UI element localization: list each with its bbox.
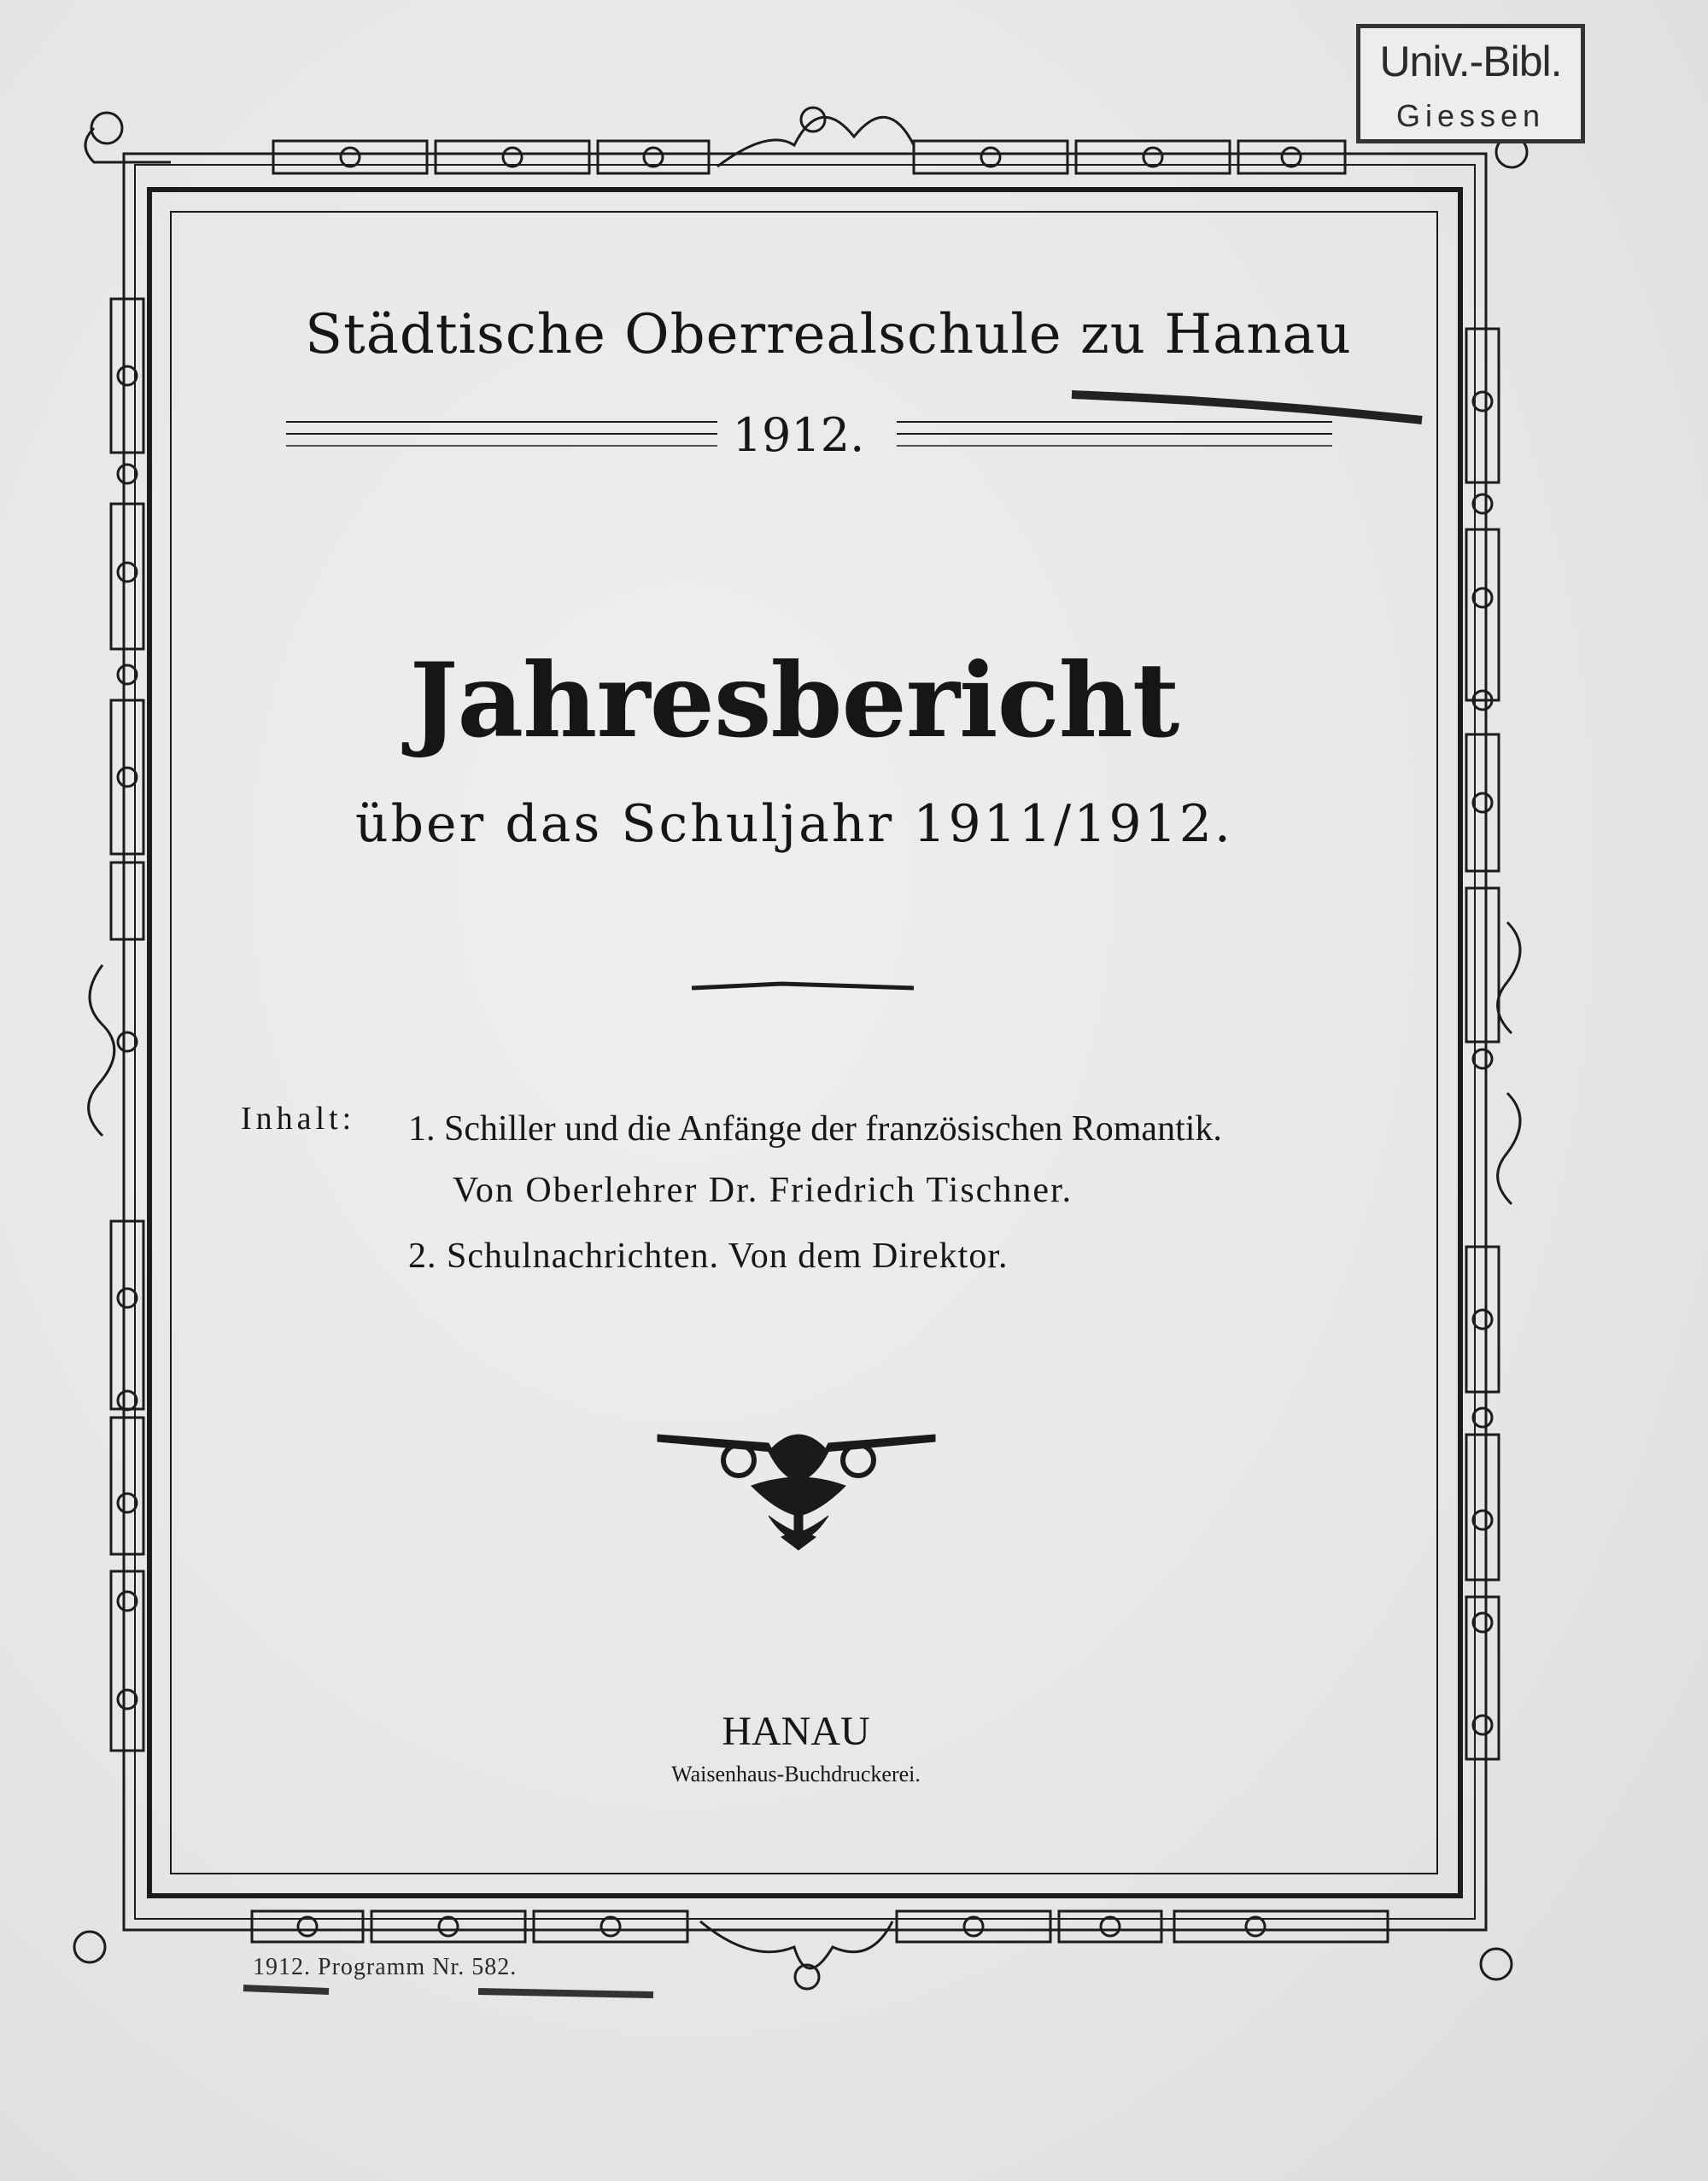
imprint-city: HANAU [722,1709,870,1754]
report-year: 1912. [732,408,865,462]
school-name: Städtische Oberrealschule zu Hanau [305,303,1352,366]
page-subtitle: über das Schuljahr 1911/1912. [355,794,1233,854]
program-number: 1912. Programm Nr. 582. [253,1954,518,1980]
imprint-printer: Waisenhaus-Buchdruckerei. [671,1762,921,1786]
library-stamp [1356,24,1585,143]
floral-vignette-icon [658,1435,935,1550]
contents-label: Inhalt: [241,1101,356,1137]
contents-item-2: 2. Schulnachrichten. Von dem Direktor. [408,1237,1009,1276]
stamp-line-1: Univ.-Bibl. [1379,38,1562,85]
page-title: Jahresbericht [409,640,1179,761]
contents-item-1: 1. Schiller und die Anfänge der französischen Romantik. [408,1109,1222,1149]
contents-item-1-author: Von Oberlehrer Dr. Friedrich Tischner. [453,1171,1073,1210]
stamp-line-2: Giessen [1395,98,1546,133]
